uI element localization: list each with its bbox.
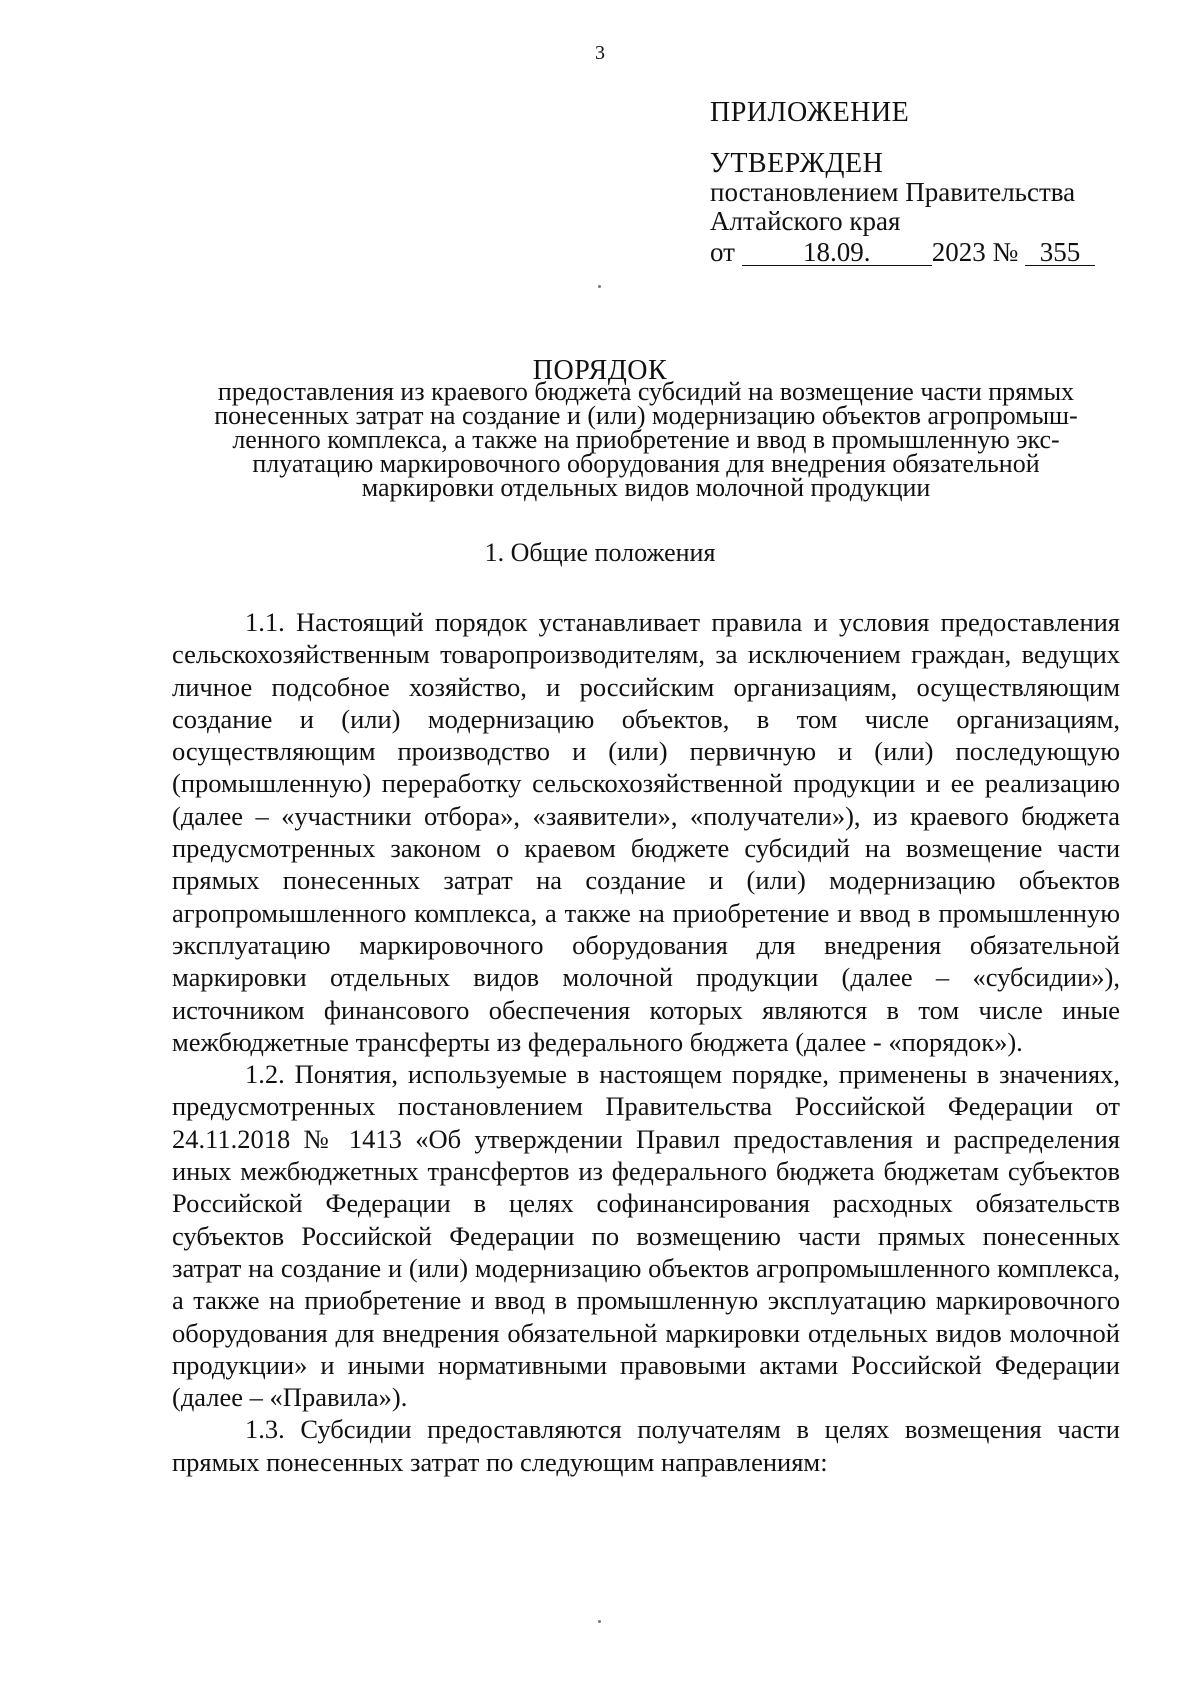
section-heading: 1. Общие положения xyxy=(484,538,716,567)
region-line: Алтайского края xyxy=(710,206,901,236)
document-body xyxy=(172,606,1120,1478)
approval-number: 355 xyxy=(1025,239,1095,266)
subtitle-line: маркировки отдельных видов молочной продукции xyxy=(361,473,931,502)
document-subtitle xyxy=(172,377,1120,502)
number-sign: № xyxy=(992,237,1019,267)
subtitle-line: понесенных затрат на создание и (или) модернизацию объектов агропромыш- xyxy=(214,401,1078,430)
date-line xyxy=(710,238,1130,267)
scan-dot xyxy=(598,1620,601,1623)
subtitle-line: ленного комплекса, а также на приобретение и ввод в промышленную экс- xyxy=(232,425,1060,454)
approval-block xyxy=(710,98,1130,267)
paragraph-1-1: 1.1. Настоящий порядок устанавливает правила и условия предоставления сельскохозяйственным товаропроизводителям, за исключением граждан, ведущих личное подсобное хозяйство, и российским организациям, осуществляющим создание и (или) модернизацию объектов, в том числе организациям, осуществляющим производство и (или) первичную и (или) последующую (промышленную) переработку сельскохозяйственной продукции и ее реализацию (далее – «участники отбора», «заявители», «получатели»), из краевого бюджета предусмотренных законом о краевом бюджете субсидий на возмещение части прямых понесенных затрат на создание и (или) модернизацию объектов агропромышленного комплекса, а также на приобретение и ввод в промышленную эксплуатацию маркировочного оборудования для внедрения обязательной маркировки отдельных видов молочной продукции (далее – «субсидии»), источником финансового обеспечения которых являются в том числе иные межбюджетные трансферты из федерального бюджета (далее - «порядок»). xyxy=(172,607,1120,1057)
subtitle-line: плуатацию маркировочного оборудования для внедрения обязательной xyxy=(252,449,1040,478)
approval-year: 2023 xyxy=(931,237,986,267)
approval-date: 18.09. xyxy=(742,239,932,266)
approved-label: УТВЕРЖДЕН xyxy=(710,148,884,179)
page-number: 3 xyxy=(595,42,605,64)
date-prefix: от xyxy=(710,237,735,267)
subtitle-line: предоставления из краевого бюджета субсидий на возмещение части прямых xyxy=(217,377,1075,406)
approved-by-line: постановлением Правительства xyxy=(710,177,1076,207)
document-title: ПОРЯДОК xyxy=(532,355,668,386)
scan-dot xyxy=(598,285,601,288)
appendix-label: ПРИЛОЖЕНИЕ xyxy=(710,97,910,128)
paragraph-1-2: 1.2. Понятия, используемые в настоящем порядке, применены в значениях, предусмотренных постановлением Правительства Российской Федерации от 24.11.2018 № 1413 «Об утверждении Правил предоставления и распределения иных межбюджетных трансфертов из федерального бюджета бюджетам субъектов Российской Федерации в целях софинансирования расходных обязательств субъектов Российской Федерации по возмещению части прямых понесенных затрат на создание и (или) модернизацию объектов агропромышленного комплекса, а также на приобретение и ввод в промышленную эксплуатацию маркировочного оборудования для внедрения обязательной маркировки отдельных видов молочной продукции» и иными нормативными правовыми актами Российской Федерации (далее – «Правила»). xyxy=(172,1059,1120,1413)
paragraph-1-3: 1.3. Субсидии предоставляются получателям в целях возмещения части прямых понесенных затрат по следующим направлениям: xyxy=(172,1414,1120,1477)
